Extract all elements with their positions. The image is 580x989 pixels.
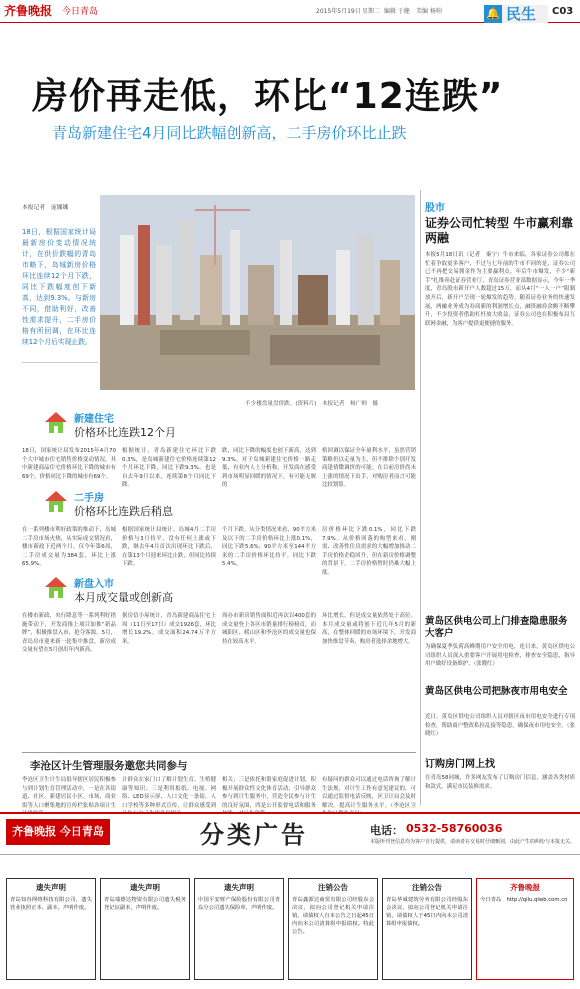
section-2-subtitle: 价格环比连跌后稍息 — [74, 505, 173, 518]
section-3-col-3: 周办市新房销售面积近再次以400套的成交量登上各区市销量排行榜榜首，而城阳区、崂山区和李沧区的成交量也保持在较高水平。 — [222, 613, 316, 645]
bell-icon: 🔔 — [484, 5, 502, 23]
ad-box-5 — [382, 878, 472, 980]
ad-disclaimer: 本版所刊登信息均为客户自行提供，请读者在交易时仔细甄别，由此产生的纠纷与本报无关。 — [370, 839, 576, 845]
byline: 本报记者 庞娜娜 — [22, 205, 69, 211]
house-icon — [42, 487, 70, 515]
notice-col-1: 李沧区卫生计生局倡导辖区居民积极参与到计划生育管理活动中，一是在各街道、社区，新建居民小区、市场，商业街等人口聚集地的宣传栏张贴各项计生 — [22, 777, 116, 809]
section-1-subtitle: 价格环比连跌12个月 — [74, 426, 176, 439]
editor-credit: 编辑 于健 — [384, 8, 410, 15]
ad-box-4-title: 注销公告 — [318, 883, 348, 892]
ad-box-1-body: 青岛知谷网络科技有限公司，遗失营业执照正本、副本，声明作废。 — [10, 897, 92, 911]
ad-box-3 — [194, 878, 284, 980]
ad-box-6-title: 齐鲁晚报 — [510, 883, 540, 892]
newspaper-brand: 齐鲁晚报 — [4, 4, 53, 18]
house-icon — [42, 573, 70, 601]
section-3-subtitle: 本月成交量或创新高 — [74, 591, 173, 604]
notice-col-3: 相关；三是依托和谐家庭促进计划，积极开展群众性文化体育活动，引导群众参与到计生服务中，营造全民参与计生的良好氛围，四是公开监督电话和服务 — [222, 777, 316, 809]
section-1-col-4: 格回调以保证全年量利水平，虽然营销策略仍以走量为主，但不排除个别开发商逢情微调价的可能。在目前房价尚未上涨的情况下出手，对购房者而言可能比较划算。 — [322, 448, 416, 489]
sidebar-article-1-body: 本报5月18日讯（记者 秦宁）牛市来临，各家证券公司都在忙着争取更多客户，不过与七年前的牛市不同的是，证券公司已不再把交易佣金作为主要赢利点。年后牛市爆发，不少“新手”扎堆奔赴证券营业厅，青岛证券营业部数据显示，今年一季度，青岛股市新开户人数超过15万，而从4月“一人一户”限制放开后，新开户呈现一轮爆发的趋势。随着证券业务的快速发展，两融业务成为券商新的利润增长点，融资融券余额不断攀升，不少投资者借助杠杆放大收益，证券公司也在积极布局互联网金融，为客户提供更便捷的服务。 — [425, 252, 575, 327]
section-3-title: 新盘入市 — [74, 579, 114, 590]
ad-box-2-title: 遗失声明 — [130, 883, 160, 892]
ad-phone[interactable]: 0532-58760036 — [406, 822, 503, 835]
ad-logo: 齐鲁晚报 今日青岛 — [6, 819, 110, 845]
sidebar-article-4-body: 在青岛58同城，许多网友发布了订购房门信息，涵盖各类材质和款式，满足市民装修需求。 — [425, 775, 575, 790]
ad-box-5-title: 注销公告 — [412, 883, 442, 892]
page-number: C03 — [552, 6, 574, 17]
ad-box-4-body: 青岛鑫源达商贸有限公司经股东会决议，拟向公司登记机关申请注销，请债权人自本公告之日起45日内向本公司清算组申报债权。特此公告。 — [292, 897, 374, 935]
sidebar-article-3-body: 近日，黄岛区供电公司组织人员对辖区夜市用电安全进行专项检查，帮助商户整改私拉乱接等隐患，确保夜市用电安全。（张晓红） — [425, 714, 575, 738]
house-icon — [42, 408, 70, 436]
ad-phone-label: 电话： — [370, 824, 403, 837]
headline: 房价再走低，环比“12连跌” — [32, 76, 504, 117]
designer-credit: 美编 杨帅 — [416, 8, 442, 15]
section-1-col-1: 18日，国家统计局发布2015年4月70个大中城市住宅销售价格变动情况，其中新建商品住宅价格环比下降的城市有69个，价格同比下降的城市有69个。 — [22, 448, 116, 480]
section-2-col-2: 根据国家统计局统计，岛城4月二手房价格与3月持平，没有任何上涨或下跌，继去年4月首次出现环比下跌后，在第13个月迎来环比止跌，但同比持续下跌。 — [122, 527, 216, 568]
subheadline: 青岛新建住宅4月同比跌幅创新高，二手房价环比止跌 — [52, 124, 407, 142]
photo-caption: 不少楼盘量盘价跌。(资料片) 本报记者 杨广帅 摄 — [245, 401, 379, 407]
notice-col-2: 计群众在家门口了解计划生育、生殖健康等知识；三是利用报纸、电视、网络、LED显示屏、人口文化一条街、人口学校等多种形式宣传，让群众感受到 — [122, 777, 216, 809]
ad-box-6 — [476, 878, 574, 980]
ad-box-2 — [100, 878, 190, 980]
section-1-col-2: 根据统计，青岛新建住宅环比下跌0.3%，是岛城新建住宅价格连续第12个月环比下降，同比下跌9.3%，也是自去年9月以来，连续第8个月同比下降。 — [122, 448, 216, 489]
edition-name: 今日青岛 — [62, 7, 99, 17]
ad-box-2-body: 青岛瑞德达物资有限公司遗失税务登记证副本，声明作废。 — [104, 897, 186, 911]
ad-box-1-title: 遗失声明 — [36, 883, 66, 892]
notice-title: 李沧区计生管理服务邀您共同参与 — [30, 760, 188, 772]
section-3-col-4: 环比增长，但是成交量依然处于高位。本月成交量或将创下近几年5月的新高，在整体回暖的市场环境下，开发商加快推盘节奏，购房者选择余地增大。 — [322, 613, 416, 645]
lead-intro: 18日，根据国家统计局最新房价变动情况统计，在供价跌幅的青岛市略下，岛城新房价格环比连续12个月下跌，同比下跌幅度创下新高，达到9.3%。与新房不同，借助利好，改善性需求提升，二手房价格有所回调，在环比连续12个月后实现止跌。 — [22, 228, 96, 346]
notice-col-4: 有疑问的群众可以通过电话咨询了解计生法规，对计生工作有意见建议的，可以通过监督电话反映，区卫计局会及时解决。提高计生服务水平。（李沧区卫 — [322, 777, 416, 809]
ad-box-6-body[interactable]: 今日青岛 http://qilu.qlwb.com.cn — [480, 897, 568, 903]
sidebar-article-2-body: 为确保夏季负荷高峰期用户安全用电，连日来，黄岛区供电公司组织人员深入重要客户开展用电检查，排查安全隐患，指导用户做好设备维护。（张晓红） — [425, 644, 575, 668]
sidebar-article-3-title: 黄岛区供电公司把脉夜市用电安全 — [425, 686, 568, 697]
section-2-col-4: 房价格环比下跌0.1%，同比下跌7.9%。从价格回落的构型来看，刚需、改善性住房需求的大幅增加推动二手房价格企稳回升，但在新房价格调整的背景下，二手房价格暂时仍难大幅上涨。 — [322, 527, 416, 576]
section-3-col-1: 在楼市新政、央行降息等一系列利好措施带动下，开发商推上项目加推“新品牌”，积极推盘入市，抢夺客源。5月，青岛房市迎来新一轮集中推盘，新房成交量有望在5月创出年内新高。 — [22, 613, 116, 654]
section-2-title: 二手房 — [74, 493, 104, 504]
ad-box-4 — [288, 878, 378, 980]
sidebar-article-2-title: 黄岛区供电公司上门排查隐患服务大客户 — [425, 616, 568, 639]
ad-box-5-body: 青岛华诚建筑劳务有限公司经股东会决议，拟向公司登记机关申请注销，请债权人于45日内向本公司清算组申报债权。 — [386, 897, 468, 927]
sidebar-article-1-title: 证券公司忙转型 牛市赢利靠两融 — [425, 216, 574, 245]
ad-box-3-body: 中国平安财产保险股份有限公司青岛分公司遗失保险单，声明作废。 — [198, 897, 280, 911]
section-1-title: 新建住宅 — [74, 414, 114, 425]
section-2-col-3: 个月下跌。从分类情况来看，90平方米及以下的二手房价格环比上涨0.1%，同比下跌5.6%；90平方米至144平方米的二手房价格环比持平，同比下跌5.4%。 — [222, 527, 316, 568]
section-1-col-3: 跌，同比下降的幅度也创下新高，达到9.3%。对于岛城新建住宅价格一路走低，有业内人士分析称，开发商在感受到市场明显回暖的情况下，有可能无堰的 — [222, 448, 316, 489]
section-name: 民生 — [506, 5, 537, 23]
ad-title: 分类广告 — [200, 821, 308, 849]
section-3-col-2: 据房信小屋统计，青岛新建商品住宅上周（11日至17日）成交1926套，环比增长19.2%，成交面积24.74万平方米。 — [122, 613, 216, 645]
section-2-col-1: 在一系列楼市利好政策的推动下，岛城二手房市场火热，从实际成交情况看，楼市新政下近两个月，仅今年第6周，二手房成交量为384套，环比上涨65.9%。 — [22, 527, 116, 568]
ad-box-1 — [6, 878, 96, 980]
issue-date: 2015年5月19日 — [316, 8, 361, 15]
sidebar-tag: 股市 — [425, 203, 445, 214]
ad-box-3-title: 遗失声明 — [224, 883, 254, 892]
sidebar-article-4-title: 订购房门网上找 — [425, 759, 495, 770]
city-photo — [100, 195, 415, 390]
issue-weekday: 星期二 — [362, 8, 381, 15]
